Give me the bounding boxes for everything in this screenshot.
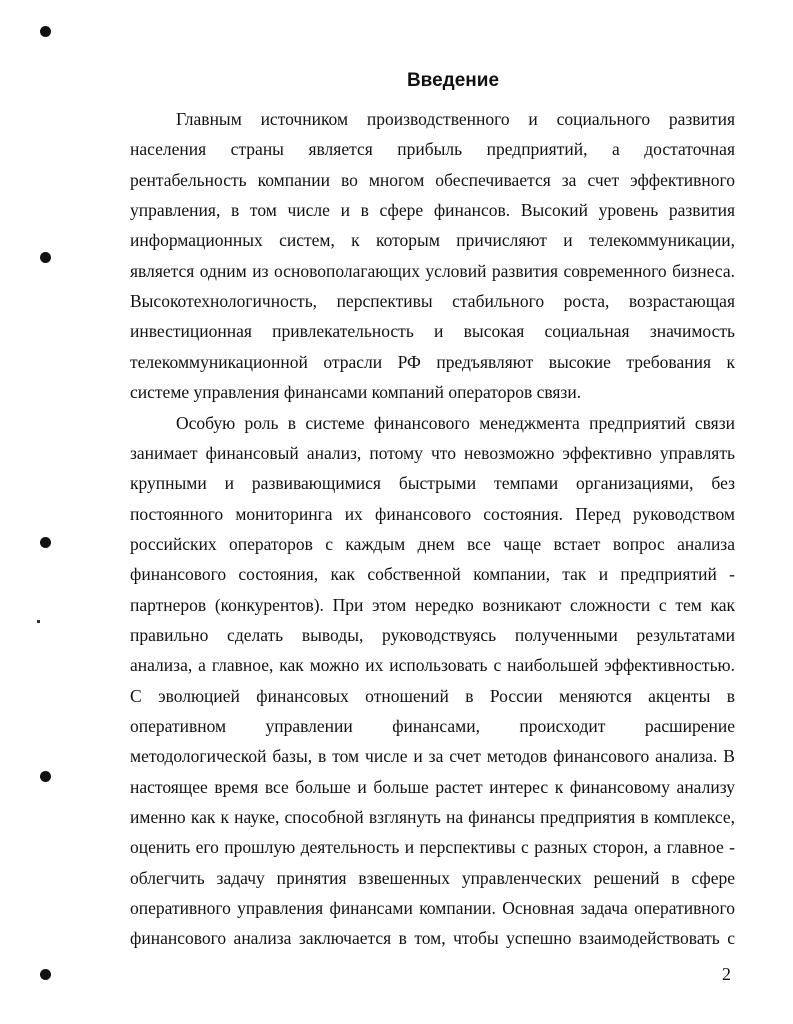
text-line: оперативного управления финансами компании. Основная задача оперативного — [130, 898, 735, 919]
text-line: телекоммуникационной отрасли РФ предъявляют высокие требования к — [130, 351, 735, 372]
text-line: Высокотехнологичность, перспективы стабильного роста, возрастающая — [130, 291, 735, 312]
punch-hole — [40, 537, 51, 548]
punch-hole — [40, 771, 51, 782]
page-title: Введение — [406, 70, 500, 91]
text-line: постоянного мониторинга их финансового состояния. Перед руководством — [130, 503, 735, 524]
text-line: населения страны является прибыль предприятий, а достаточная — [130, 139, 735, 160]
text-line: оперативном управлении финансами, происходит расширение — [130, 716, 735, 736]
text-line: является одним из основополагающих условий развития современного бизнеса. — [130, 260, 735, 281]
text-line: облегчить задачу принятия взвешенных управленческих решений в сфере — [130, 867, 735, 888]
text-line: партнеров (конкурентов). При этом нередко возникают сложности с тем как — [130, 594, 735, 615]
text-line: методологической базы, в том числе и за счет методов финансового анализа. В — [130, 746, 735, 767]
text-line: финансового анализа заключается в том, чтобы успешно взаимодействовать с — [130, 928, 735, 949]
text-line: правильно сделать выводы, руководствуясь полученными результатами — [130, 624, 735, 645]
text-line: занимает финансовый анализ, потому что невозможно эффективно управлять — [130, 442, 735, 463]
text-line: крупными и развивающимися быстрыми темпами организациями, без — [130, 473, 735, 494]
punch-hole — [40, 26, 51, 37]
text-line: системе управления финансами компаний операторов связи. — [130, 382, 582, 403]
text-line: С эволюцией финансовых отношений в России меняются акценты в — [130, 685, 735, 706]
text-line: именно как к науке, способной взглянуть на финансы предприятия в комплексе, — [130, 807, 735, 828]
punch-hole — [40, 969, 51, 980]
text-line: информационных систем, к которым причисляют и телекоммуникации, — [130, 230, 735, 251]
page-number: 2 — [722, 964, 731, 984]
text-line: Особую роль в системе финансового менеджмента предприятий связи — [176, 412, 735, 433]
text-line: инвестиционная привлекательность и высокая социальная значимость — [130, 321, 735, 342]
text-line: настоящее время все больше и больше растет интерес к финансовому анализу — [130, 776, 735, 797]
text-line: оценить его прошлую деятельность и перспективы с разных сторон, а главное - — [130, 837, 735, 858]
scan-speck — [37, 620, 40, 623]
text-line: управления, в том числе и в сфере финансов. Высокий уровень развития — [130, 200, 735, 221]
text-line: рентабельность компании во многом обеспечивается за счет эффективного — [130, 169, 735, 190]
text-line: анализа, а главное, как можно их использовать с наибольшей эффективностью. — [130, 655, 735, 676]
text-line: финансового состояния, как собственной компании, так и предприятий - — [130, 564, 735, 585]
punch-hole — [40, 252, 51, 263]
text-line: Главным источником производственного и социального развития — [176, 109, 735, 129]
text-line: российских операторов с каждым днем все чаще встает вопрос анализа — [130, 533, 735, 554]
